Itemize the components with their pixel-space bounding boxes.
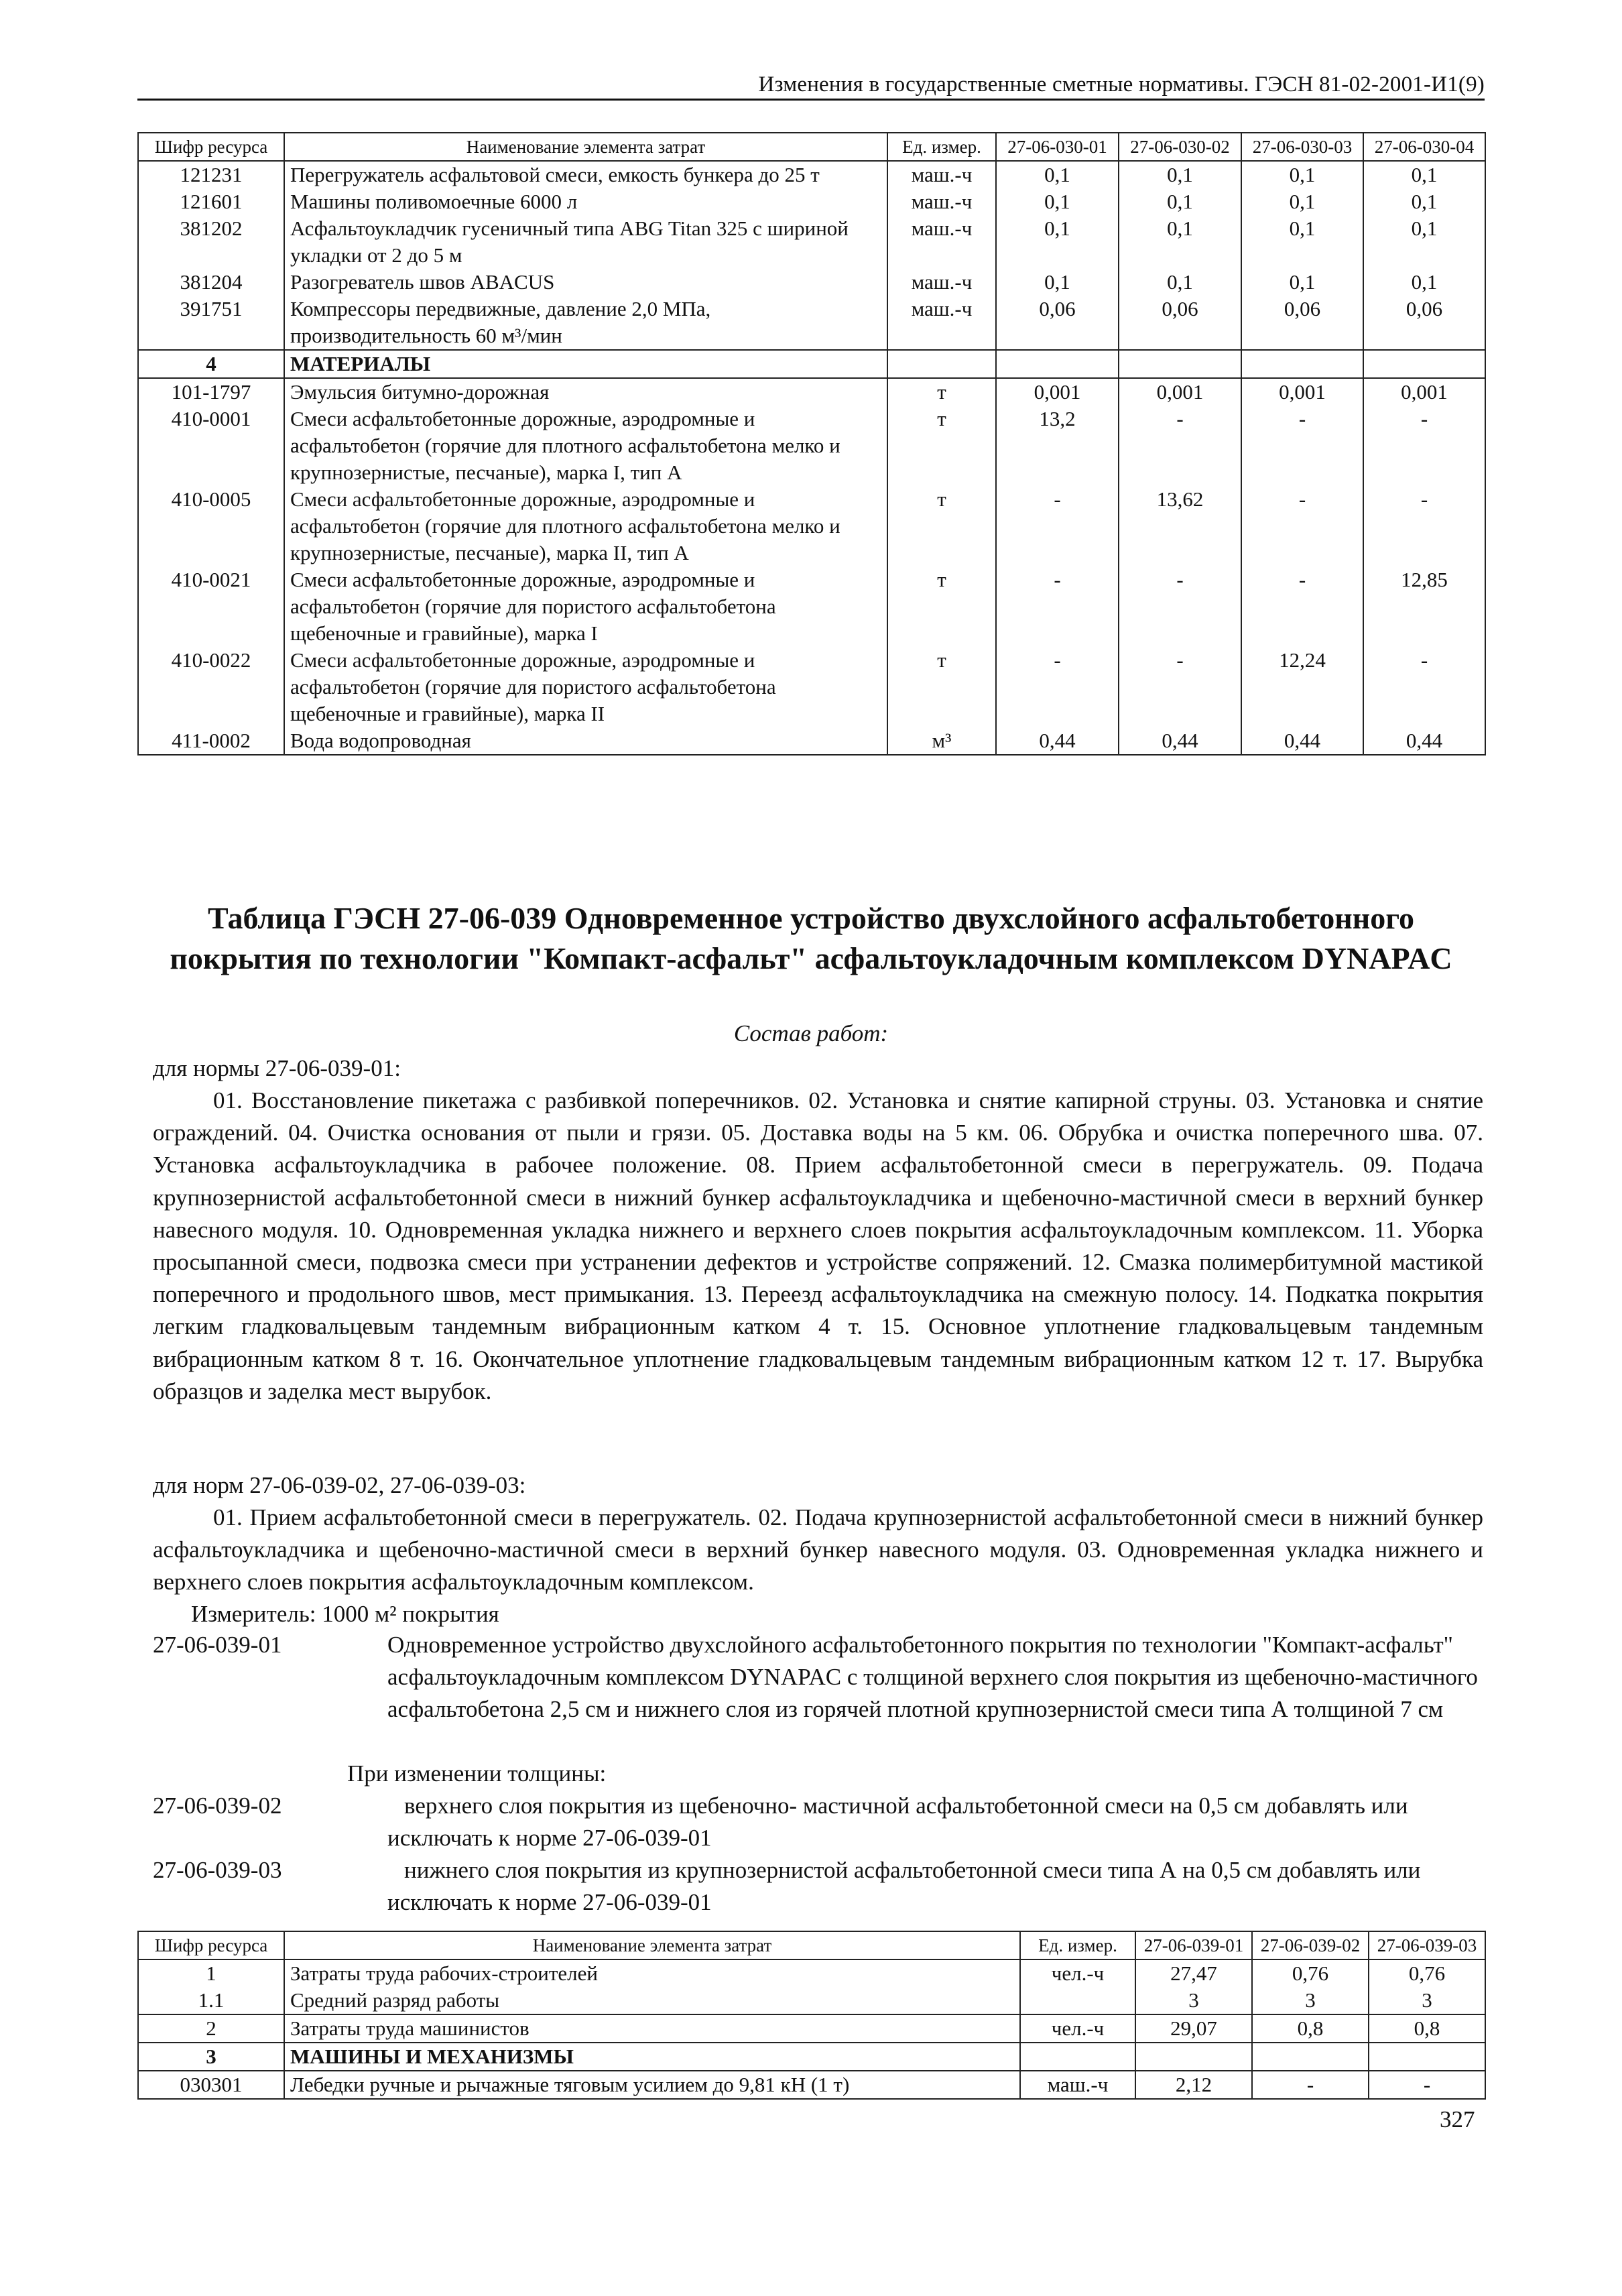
resource-code: 121231 [138, 161, 284, 188]
value-cell: 0,44 [1363, 727, 1485, 755]
resource-name: Перегружатель асфальтовой смеси, емкость бункера до 25 т [284, 161, 887, 188]
unit: чел.-ч [1020, 1959, 1135, 1987]
value-cell: 3 [1135, 1987, 1252, 2014]
resource-code: 4 [138, 350, 284, 378]
resource-code: 1 [138, 1959, 284, 1987]
unit: маш.-ч [1020, 2071, 1135, 2099]
column-header: 27-06-039-01 [1135, 1931, 1252, 1959]
value-cell: - [996, 486, 1119, 566]
unit: т [887, 647, 996, 727]
resource-code: 391751 [138, 296, 284, 350]
resource-code: 381204 [138, 269, 284, 296]
unit: т [887, 406, 996, 486]
column-header: 27-06-039-02 [1252, 1931, 1369, 1959]
value-cell: 0,8 [1252, 2014, 1369, 2043]
resource-table-030 [137, 132, 1486, 756]
norm-description: верхнего слоя покрытия из щебеночно- мастичной асфальтобетонной смеси на 0,5 см добавлять или исключать к норме 27-06-039-01 [387, 1793, 1408, 1851]
resource-code: 1.1 [138, 1987, 284, 2014]
value-cell: 12,24 [1241, 647, 1363, 727]
unit [1020, 1987, 1135, 2014]
value-cell: 13,2 [996, 406, 1119, 486]
value-cell [1241, 350, 1363, 378]
thickness-change-label: При изменении толщины: [347, 1760, 607, 1787]
column-header: Шифр ресурса [138, 133, 284, 161]
table-row [138, 2071, 1485, 2099]
norm2-label: для норм 27-06-039-02, 27-06-039-03: [153, 1472, 526, 1498]
norm-description: Одновременное устройство двухслойного асфальтобетонного покрытия по технологии "Компакт-асфальт" асфальтоукладочным комплексом DYNAPAC с толщиной верхнего слоя покрытия из щебеночно-мастичного асфальтобетона 2,5 см и нижнего слоя из горячей плотной крупнозернистой смеси типа А толщиной 7 см [387, 1632, 1478, 1722]
value-cell: - [1363, 647, 1485, 727]
norm2-text: 01. Прием асфальтобетонной смеси в перегружатель. 02. Подача крупнозернистой асфальтобетонной смеси в нижний бункер асфальтоукладчика и щебеночно-мастичной смеси в верхний бункер навесного модуля. 03. Одновременная укладка нижнего и верхнего слоев покрытия асфальтоукладочным комплексом. [153, 1504, 1483, 1595]
value-cell: - [996, 566, 1119, 647]
value-cell: 0,1 [996, 188, 1119, 215]
value-cell: 0,1 [1241, 161, 1363, 188]
column-header: 27-06-039-03 [1369, 1931, 1485, 1959]
column-header: Наименование элемента затрат [284, 1931, 1020, 1959]
value-cell: 12,85 [1363, 566, 1485, 647]
value-cell: - [996, 647, 1119, 727]
value-cell: - [1119, 566, 1241, 647]
value-cell: 0,06 [1363, 296, 1485, 350]
value-cell: 29,07 [1135, 2014, 1252, 2043]
resource-name: Затраты труда машинистов [284, 2014, 1020, 2043]
unit: т [887, 486, 996, 566]
table-row [138, 486, 1485, 566]
value-cell: - [1369, 2071, 1485, 2099]
resource-name: Затраты труда рабочих-строителей [284, 1959, 1020, 1987]
value-cell: 0,76 [1252, 1959, 1369, 1987]
unit: маш.-ч [887, 215, 996, 269]
value-cell: - [1363, 486, 1485, 566]
measure-unit: Измеритель: 1000 м² покрытия [191, 1601, 499, 1627]
resource-name: Смеси асфальтобетонные дорожные, аэродромные и асфальтобетон (горячие для пористого асфальтобетона щебеночные и гравийные), марка II [284, 647, 887, 727]
value-cell: 0,06 [1241, 296, 1363, 350]
value-cell: 0,1 [996, 215, 1119, 269]
value-cell: 0,44 [1119, 727, 1241, 755]
resource-code: 410-0005 [138, 486, 284, 566]
value-cell: 0,1 [1363, 161, 1485, 188]
value-cell [1252, 2043, 1369, 2071]
norm-code: 27-06-039-03 [153, 1857, 282, 1883]
table-row [138, 566, 1485, 647]
resource-table-039 [137, 1931, 1486, 2100]
resource-name: Лебедки ручные и рычажные тяговым усилием до 9,81 кН (1 т) [284, 2071, 1020, 2099]
resource-name: Асфальтоукладчик гусеничный типа ABG Titan 325 с шириной укладки от 2 до 5 м [284, 215, 887, 269]
resource-name: Компрессоры передвижные, давление 2,0 МПа, производительность 60 м³/мин [284, 296, 887, 350]
value-cell: 27,47 [1135, 1959, 1252, 1987]
value-cell: - [1119, 406, 1241, 486]
table-row [138, 269, 1485, 296]
value-cell: 0,1 [996, 269, 1119, 296]
value-cell: 0,8 [1369, 2014, 1485, 2043]
resource-code: 2 [138, 2014, 284, 2043]
value-cell: 0,76 [1369, 1959, 1485, 1987]
value-cell: 0,1 [1119, 188, 1241, 215]
norm-code: 27-06-039-02 [153, 1793, 282, 1819]
resource-name: Разогреватель швов ABACUS [284, 269, 887, 296]
norm1-text: 01. Восстановление пикетажа с разбивкой поперечников. 02. Установка и снятие капирной струны. 03. Установка и снятие ограждений. 04. Очистка основания от пыли и грязи. 05. Доставка воды на 5 км. 06. Обрубка и очистка поперечного шва. 07. Установка асфальтоукладчика в рабочее положение. 08. Прием асфальтобетонной смеси в перегружатель. 09. Подача крупнозернистой асфальтобетонной смеси в нижний бункер асфальтоукладчика и щебеночно-мастичной смеси в верхний бункер навесного модуля. 10. Одновременная укладка нижнего и верхнего слоев покрытия асфальтоукладочным комплексом. 11. Уборка просыпанной смеси, подвозка смеси при устранении дефектов и устройстве сопряжений. 12. Смазка полимербитумной мастикой поперечного и продольного швов, мест примыкания. 13. Переезд асфальтоукладчика на смежную полосу. 14. Подкатка покрытия легким гладковальцевым тандемным вибрационным катком 4 т. 15. Основное уплотнение гладковальцевым тандемным вибрационным катком 8 т. 16. Окончательное уплотнение гладковальцевым тандемным вибрационным катком 12 т. 17. Вырубка образцов и заделка мест вырубок. [153, 1087, 1483, 1404]
column-header: Наименование элемента затрат [284, 133, 887, 161]
table-row [138, 647, 1485, 727]
norm-code: 27-06-039-01 [153, 1632, 282, 1658]
resource-name: Эмульсия битумно-дорожная [284, 378, 887, 406]
resource-name: Смеси асфальтобетонные дорожные, аэродромные и асфальтобетон (горячие для плотного асфальтобетона мелко и крупнозернистые, песчаные), марка II, тип А [284, 486, 887, 566]
value-cell: 0,001 [996, 378, 1119, 406]
value-cell: 0,1 [1363, 269, 1485, 296]
table-row [138, 215, 1485, 269]
resource-name: Машины поливомоечные 6000 л [284, 188, 887, 215]
table-row [138, 188, 1485, 215]
value-cell: 0,1 [1241, 215, 1363, 269]
value-cell [1135, 2043, 1252, 2071]
section-row [138, 2043, 1485, 2071]
norm1-label: для нормы 27-06-039-01: [153, 1055, 401, 1081]
unit: маш.-ч [887, 296, 996, 350]
resource-name: Смеси асфальтобетонные дорожные, аэродромные и асфальтобетон (горячие для плотного асфальтобетона мелко и крупнозернистые, песчаные), марка I, тип А [284, 406, 887, 486]
unit: т [887, 566, 996, 647]
value-cell: 0,001 [1119, 378, 1241, 406]
table-title: Таблица ГЭСН 27-06-039 Одновременное устройство двухслойного асфальтобетонного покрытия по технологии "Компакт-асфальт" асфальтоукладочным комплексом DYNAPAC [170, 901, 1452, 975]
table-row [138, 161, 1485, 188]
value-cell: 2,12 [1135, 2071, 1252, 2099]
resource-code: 410-0022 [138, 647, 284, 727]
unit: чел.-ч [1020, 2014, 1135, 2043]
section-row [138, 350, 1485, 378]
value-cell: - [1119, 647, 1241, 727]
value-cell: 0,06 [1119, 296, 1241, 350]
column-header: 27-06-030-03 [1241, 133, 1363, 161]
column-header: Ед. измер. [887, 133, 996, 161]
column-header: 27-06-030-02 [1119, 133, 1241, 161]
value-cell: - [1241, 486, 1363, 566]
resource-name: МАШИНЫ И МЕХАНИЗМЫ [284, 2043, 1020, 2071]
resource-code: 030301 [138, 2071, 284, 2099]
resource-name: Смеси асфальтобетонные дорожные, аэродромные и асфальтобетон (горячие для пористого асфальтобетона щебеночные и гравийные), марка I [284, 566, 887, 647]
value-cell: 0,1 [996, 161, 1119, 188]
value-cell: 0,1 [1119, 161, 1241, 188]
value-cell: 0,1 [1119, 269, 1241, 296]
resource-code: 3 [138, 2043, 284, 2071]
resource-code: 121601 [138, 188, 284, 215]
table-row [138, 1959, 1485, 1987]
work-composition-heading: Состав работ: [733, 1020, 889, 1046]
resource-code: 410-0001 [138, 406, 284, 486]
value-cell: 0,44 [996, 727, 1119, 755]
unit: т [887, 378, 996, 406]
value-cell [996, 350, 1119, 378]
resource-code: 411-0002 [138, 727, 284, 755]
value-cell [1369, 2043, 1485, 2071]
value-cell: 0,001 [1241, 378, 1363, 406]
table-row [138, 2014, 1485, 2043]
value-cell: 0,1 [1363, 188, 1485, 215]
column-header: 27-06-030-01 [996, 133, 1119, 161]
resource-name: Вода водопроводная [284, 727, 887, 755]
column-header: 27-06-030-04 [1363, 133, 1485, 161]
page-number: 327 [1440, 2106, 1475, 2132]
value-cell: - [1241, 566, 1363, 647]
unit [887, 350, 996, 378]
running-header: Изменения в государственные сметные нормативы. ГЭСН 81-02-2001-И1(9) [137, 72, 1485, 101]
value-cell: - [1241, 406, 1363, 486]
table-row [138, 1987, 1485, 2014]
value-cell: 0,06 [996, 296, 1119, 350]
unit [1020, 2043, 1135, 2071]
value-cell: 3 [1252, 1987, 1369, 2014]
value-cell: 13,62 [1119, 486, 1241, 566]
value-cell: 0,1 [1241, 188, 1363, 215]
table-row [138, 296, 1485, 350]
value-cell [1363, 350, 1485, 378]
value-cell: - [1252, 2071, 1369, 2099]
value-cell: 0,1 [1119, 215, 1241, 269]
resource-code: 410-0021 [138, 566, 284, 647]
resource-name: Средний разряд работы [284, 1987, 1020, 2014]
value-cell: - [1363, 406, 1485, 486]
table-row [138, 406, 1485, 486]
value-cell: 3 [1369, 1987, 1485, 2014]
norm-description: нижнего слоя покрытия из крупнозернистой асфальтобетонной смеси типа А на 0,5 см добавлять или исключать к норме 27-06-039-01 [387, 1857, 1421, 1915]
unit: маш.-ч [887, 161, 996, 188]
table-row [138, 378, 1485, 406]
unit: маш.-ч [887, 269, 996, 296]
value-cell: 0,1 [1363, 215, 1485, 269]
value-cell: 0,44 [1241, 727, 1363, 755]
resource-code: 101-1797 [138, 378, 284, 406]
value-cell: 0,1 [1241, 269, 1363, 296]
unit: м³ [887, 727, 996, 755]
value-cell: 0,001 [1363, 378, 1485, 406]
table-row [138, 727, 1485, 755]
column-header: Шифр ресурса [138, 1931, 284, 1959]
resource-name: МАТЕРИАЛЫ [284, 350, 887, 378]
resource-code: 381202 [138, 215, 284, 269]
value-cell [1119, 350, 1241, 378]
column-header: Ед. измер. [1020, 1931, 1135, 1959]
unit: маш.-ч [887, 188, 996, 215]
